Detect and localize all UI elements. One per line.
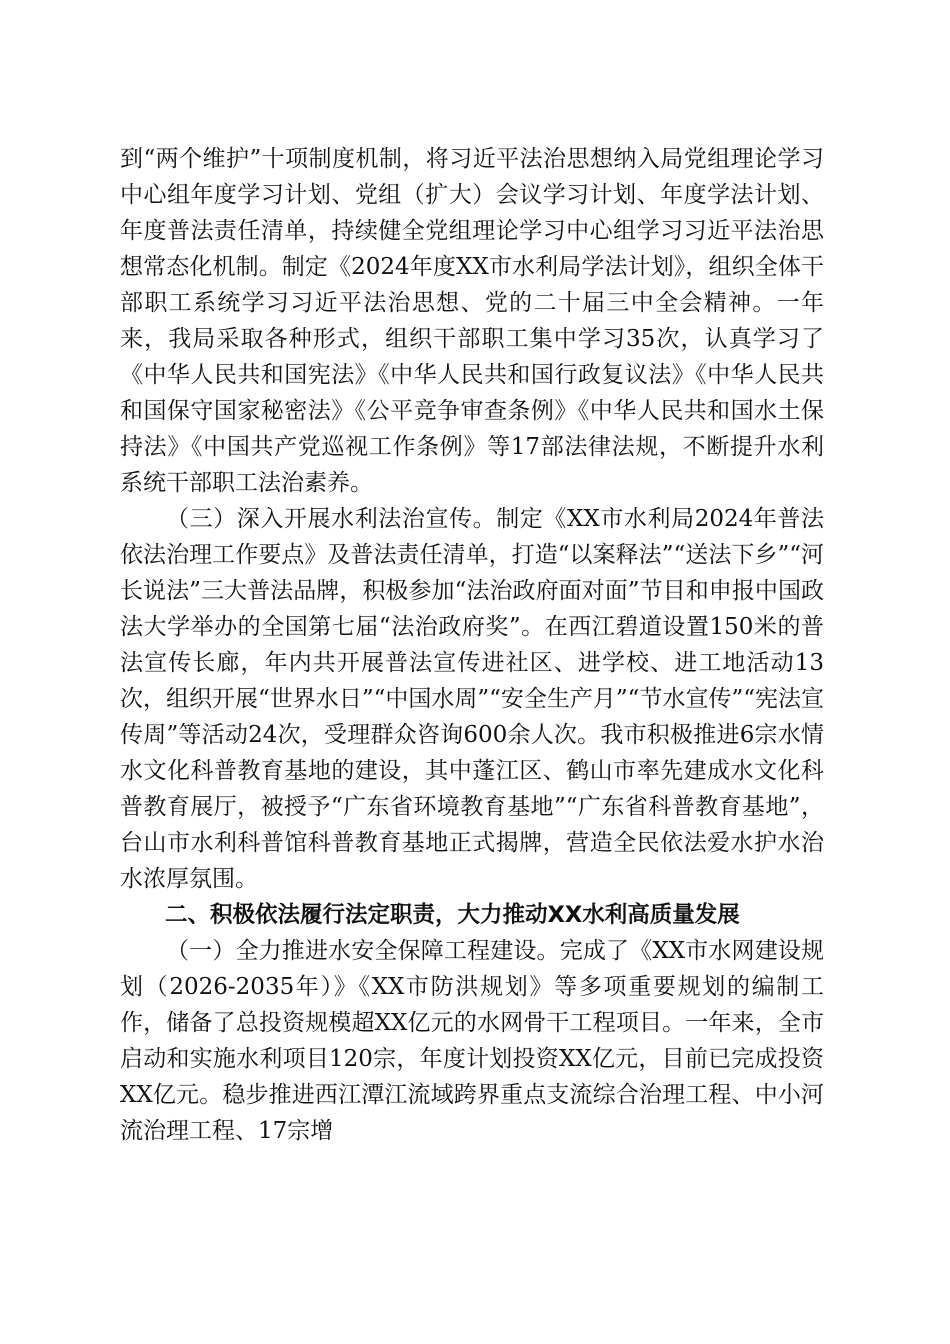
paragraph-study-plan: 到“两个维护”十项制度机制，将习近平法治思想纳入局党组理论学习中心组年度学习计划、党组（扩大）会议学习计划、年度学法计划、年度普法责任清单，持续健全党组理论学习中心组学习习近平法治思想常态化机制。制定《2024年度XX市水利局学法计划》，组织全体干部职工系统学习习近平法治思想、党的二十届三中全会精神。一年来，我局采取各种形式，组织干部职工集中学习35次，认真学习了《中华人民共和国宪法》《中华人民共和国行政复议法》《中华人民共和国保守国家秘密法》《公平竞争审查条例》《中华人民共和国水土保持法》《中国共产党巡视工作条例》等17部法律法规，不断提升水利系统干部职工法治素养。 bbox=[120, 146, 824, 496]
paragraph-legal-publicity bbox=[120, 501, 824, 897]
paragraph-body-water-security: 完成了《XX市水网建设规划（2026-2035年）》《XX市防洪规划》等多项重要规划的编制工作，储备了总投资规模超XX亿元的水网骨干工程项目。一年来，全市启动和实施水利项目120宗，年度计划投资XX亿元，目前已完成投资XX亿元。稳步推进西江潭江流域跨界重点支流综合治理工程、中小河流治理工程、17宗增 bbox=[120, 938, 825, 1144]
section-lead-publicity: （三）深入开展水利法治宣传。 bbox=[166, 506, 497, 532]
section-heading-two: 二、积极依法履行法定职责，大力推动XX水利高质量发展 bbox=[165, 902, 740, 928]
section-lead-water-security: （一）全力推进水安全保障工程建设。 bbox=[166, 938, 560, 964]
paragraph-body-publicity: 制定《XX市水利局2024年普法依法治理工作要点》及普法责任清单，打造“以案释法”“送法下乡”“河长说法”三大普法品牌，积极参加“法治政府面对面”节目和申报中国政法大学举办的全国第七届“法治政府奖”。在西江碧道设置150米的普法宣传长廊，年内共开展普法宣传进社区、进学校、进工地活动13次，组织开展“世界水日”“中国水周”“安全生产月”“节水宣传”“宪法宣传周”等活动24次，受理群众咨询600余人次。我市积极推进6宗水情水文化科普教育基地的建设，其中蓬江区、鹤山市率先建成水文化科普教育展厅，被授予“广东省环境教育基地”“广东省科普教育基地”，台山市水利科普馆科普教育基地正式揭牌，营造全民依法爱水护水治水浓厚氛围。 bbox=[120, 506, 825, 892]
paragraph-water-security bbox=[120, 933, 824, 1149]
document-page bbox=[120, 141, 824, 1149]
